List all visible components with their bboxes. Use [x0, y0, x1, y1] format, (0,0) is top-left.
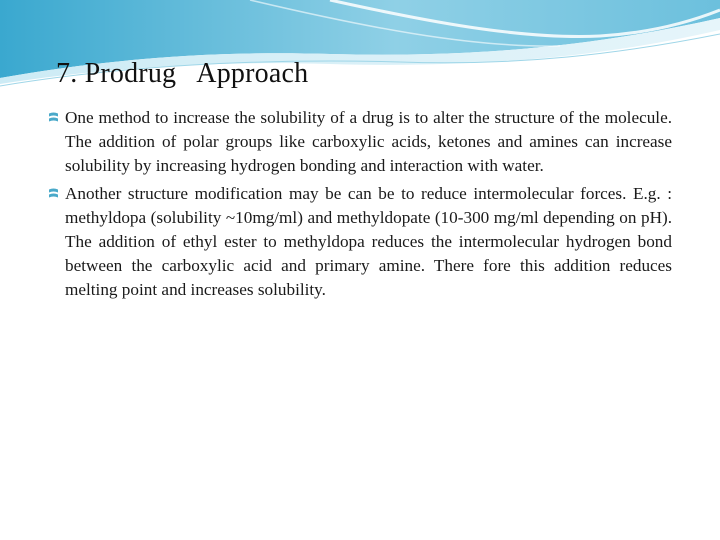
bullet-list: [46, 106, 672, 306]
header-wave-decoration: [0, 0, 720, 110]
bullet-item: [46, 106, 672, 178]
bullet-text: One method to increase the solubility of a drug is to alter the structure of the molecule. The addition of polar groups like carboxylic acids, ketones and amines can increase solubility by increasing hydrogen bonding and interaction with water.: [65, 108, 672, 175]
bullet-icon: [46, 186, 61, 201]
bullet-icon: [46, 110, 61, 125]
slide-title: 7. Prodrug Approach: [56, 58, 309, 89]
bullet-text: Another structure modification may be can be to reduce intermolecular forces. E.g. : methyldopa (solubility ~10mg/ml) and methyldopate (10-300 mg/ml depending on pH). The addition of ethyl ester to methyldopa reduces the intermolecular hydrogen bond between the carboxylic acid and primary amine. There fore this addition reduces melting point and increases solubility.: [65, 184, 672, 299]
bullet-item: [46, 182, 672, 302]
